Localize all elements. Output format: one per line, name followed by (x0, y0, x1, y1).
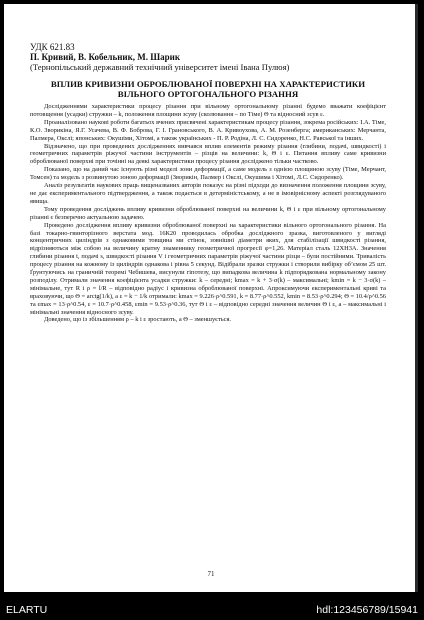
document-page (4, 4, 418, 592)
article-title: ВПЛИВ КРИВИЗНИ ОБРОБЛЮВАНОЇ ПОВЕРХНІ НА ХАРАКТЕРИСТИКИ ВІЛЬНОГО ОРТОГОНАЛЬНОГО РІЗАННЯ (50, 79, 366, 99)
repository-footer (0, 596, 424, 620)
udk-code: УДК 621.83 (30, 42, 75, 52)
page-number: 71 (207, 570, 215, 578)
authors: П. Кривий, В. Кобельник, М. Шарик (30, 52, 181, 62)
affiliation: (Тернопільський державний технічний університет імені Івана Пулюя) (30, 62, 290, 72)
article-body (30, 42, 386, 324)
paragraph: Проаналізовано наукові роботи багатьох вчених присвячені характеристикам процесу різання, зокрема російських: І.А. Тіме, К.О. Зворикіна, Я.Г. Усачева, В. Ф. Боброва, Г. І. Грановського, В. А. Кривоухова, А. М. Розенберга; американських: Мерчанта, Палмера, Окслі; японських: Окушіми, Хітомі, а також українських - П. Р. Родіна, Л. С. Сидоренко, Н.С. Равської та інших. (30, 118, 386, 142)
paragraph: Дослідженнями характеристики процесу різання при вільному ортогональному різанні будемо вважати коефіцієнт потовщення (усадки) стружки – k, положення площини зсуву (сколювання – по Тіме) Θ та відносний зсув ε. (30, 103, 386, 118)
paragraph: Тому проведення досліджень впливу кривизни оброблюваної поверхні на величини k, Θ і ε при вільному ортогональному різанні є безперечно актуальною задачею. (30, 205, 386, 221)
paragraph: Проведено дослідження впливу кривизни оброблюваної поверхні на характеристики вільного ортогонального різання. На базі токарно-гвинторізного верстата мод. 16К20 проводилась обробка досліджного зразка, виготовленого у вигляді концентричних циліндрів з однаковими товщина ми стінок, зовнішні діаметри яких, для стабілізації швидкості різання, відрізняються між собою на величину кратну знаменнику геометричної прогресії φ=1,26. Матеріал сталь 12ХН3А. Значення глибини різання t, подачі s, швидкості різання V і геометричних параметрів ріжучої частини різця – були постійними. Тривалість процесу різання на кожному із циліндрів однакова і рівна 5 секунд. Відібрали зразки стружки і створили вибірку об’ємом 25 шт. Ґрунтуючись на граничній теоремі Чебишева, висунули гіпотезу, що випадкова величина k підпорядкована нормальному закону розподілу. Отримали значення коефіцієнта усадки стружки: k – середні; kmax = k + 3·σ(k) – максимальні; kmin = k − 3·σ(k) – мінімальне, тут R і ρ = l/R – відповідно радіус і кривизна оброблюваної поверхні. Апроксимуючи експериментальні криві та враховуючи, що Θ = arctg(1/k), а ε = k − 1/k отримали: kmax = 9.226·ρ^0.591, k = 8.77·ρ^0.552, kmin = 8.53·ρ^0.294; Θ = 10.4/ρ^0.56 та εmax = 13·ρ^0.54, ε = 10.7·ρ^0.458, εmin = 9.53·ρ^0.36, тут Θ і ε – відповідно середні значення величин Θ і ε, a – максимальні і мінімальні значення відносного зсуву. (30, 221, 386, 316)
repository-name: ELARTU (6, 604, 48, 616)
handle-id: hdl:123456789/15941 (316, 604, 418, 616)
paragraph: Аналіз результатів наукових праць вищеназваних авторів показує на різні підходи до визначення положення площини зсуву, не дає експериментального підтвердження, а також подається в детерміністському, а не в імовірнісному аспекті розглядуваного явища. (30, 182, 386, 205)
paragraph: Показано, що на даний час існують різні моделі зони деформації, а саме модель з однією площиною зсуву (Тіме, Мерчант, Томсен) та модель з розвинутою зоною деформації (Зворикін, Палмер і Окслі, Окушима і Хітомі, Л.С. Сидоренко). (30, 166, 386, 182)
paragraph: Відзначено, що при проведених дослідженнях вивчався вплив елементів режиму різання (глибини, подачі, швидкості) і геометричних параметрів ріжучої частини інструментів – різців на величини: k, Θ і ε. Питання впливу саме кривизни оброблюваної поверхні при точінні на деякі характеристики процесу різання досліджено тільки частково. (30, 142, 386, 166)
paragraph: Доведено, що із збільшенням ρ – k і ε зростають, а Θ – зменшується. (44, 316, 231, 324)
